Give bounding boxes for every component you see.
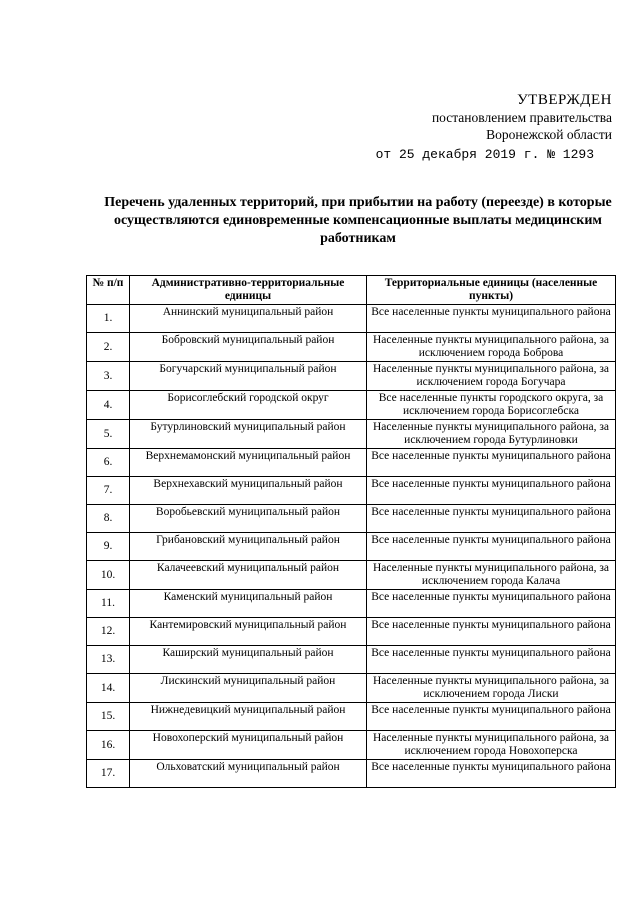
row-number: 14. — [87, 674, 130, 703]
table-row — [87, 590, 616, 618]
row-territorial-units: Все населенные пункты муниципального района — [367, 477, 616, 505]
row-territorial-units: Населенные пункты муниципального района, за исключением города Боброва — [367, 333, 616, 362]
row-number: 7. — [87, 477, 130, 505]
row-admin-unit: Бобровский муниципальный район — [130, 333, 367, 362]
row-territorial-units: Все населенные пункты городского округа, за исключением города Борисоглебска — [367, 391, 616, 420]
table-header-row — [87, 276, 616, 305]
row-number: 15. — [87, 703, 130, 731]
row-number: 13. — [87, 646, 130, 674]
row-admin-unit: Верхнехавский муниципальный район — [130, 477, 367, 505]
row-admin-unit: Нижнедевицкий муниципальный район — [130, 703, 367, 731]
row-number: 16. — [87, 731, 130, 760]
row-territorial-units: Населенные пункты муниципального района, за исключением города Новохоперска — [367, 731, 616, 760]
table-row — [87, 391, 616, 420]
table-row — [87, 731, 616, 760]
row-number: 2. — [87, 333, 130, 362]
table-row — [87, 420, 616, 449]
table-row — [87, 760, 616, 788]
row-territorial-units: Населенные пункты муниципального района, за исключением города Бутурлиновки — [367, 420, 616, 449]
table-row — [87, 505, 616, 533]
row-admin-unit: Новохоперский муниципальный район — [130, 731, 367, 760]
row-number: 5. — [87, 420, 130, 449]
row-admin-unit: Борисоглебский городской округ — [130, 391, 367, 420]
row-territorial-units: Населенные пункты муниципального района, за исключением города Лиски — [367, 674, 616, 703]
territories-table — [86, 275, 616, 788]
row-number: 1. — [87, 305, 130, 333]
row-number: 10. — [87, 561, 130, 590]
document-title: Перечень удаленных территорий, при прибытии на работу (переезде) в которые осуществляются единовременные компенсационные выплаты медицинским работникам — [104, 195, 612, 246]
row-territorial-units: Все населенные пункты муниципального района — [367, 533, 616, 561]
row-admin-unit: Лискинский муниципальный район — [130, 674, 367, 703]
approval-date: от 25 декабря 2019 г. № 1293 — [375, 147, 594, 162]
row-territorial-units: Все населенные пункты муниципального района — [367, 505, 616, 533]
approval-line-2: Воронежской области — [486, 127, 612, 142]
row-admin-unit: Богучарский муниципальный район — [130, 362, 367, 391]
table-row — [87, 533, 616, 561]
row-territorial-units: Все населенные пункты муниципального района — [367, 449, 616, 477]
row-admin-unit: Каменский муниципальный район — [130, 590, 367, 618]
table-row — [87, 703, 616, 731]
table-row — [87, 618, 616, 646]
table-row — [87, 561, 616, 590]
row-territorial-units: Все населенные пункты муниципального района — [367, 760, 616, 788]
table-row — [87, 477, 616, 505]
row-number: 17. — [87, 760, 130, 788]
table-row — [87, 333, 616, 362]
row-admin-unit: Грибановский муниципальный район — [130, 533, 367, 561]
row-territorial-units: Населенные пункты муниципального района, за исключением города Богучара — [367, 362, 616, 391]
header-territorial-units: Территориальные единицы (населенные пункты) — [367, 276, 616, 305]
row-admin-unit: Бутурлиновский муниципальный район — [130, 420, 367, 449]
row-number: 4. — [87, 391, 130, 420]
row-admin-unit: Каширский муниципальный район — [130, 646, 367, 674]
table-row — [87, 449, 616, 477]
table-row — [87, 646, 616, 674]
header-number: № п/п — [87, 276, 130, 305]
row-territorial-units: Все населенные пункты муниципального района — [367, 305, 616, 333]
table-row — [87, 674, 616, 703]
row-territorial-units: Все населенные пункты муниципального района — [367, 618, 616, 646]
row-territorial-units: Все населенные пункты муниципального района — [367, 590, 616, 618]
row-number: 8. — [87, 505, 130, 533]
row-admin-unit: Кантемировский муниципальный район — [130, 618, 367, 646]
row-territorial-units: Все населенные пункты муниципального района — [367, 703, 616, 731]
row-admin-unit: Калачеевский муниципальный район — [130, 561, 367, 590]
row-number: 6. — [87, 449, 130, 477]
row-admin-unit: Верхнемамонский муниципальный район — [130, 449, 367, 477]
row-number: 3. — [87, 362, 130, 391]
table-row — [87, 362, 616, 391]
row-number: 11. — [87, 590, 130, 618]
row-admin-unit: Воробьевский муниципальный район — [130, 505, 367, 533]
approval-title: УТВЕРЖДЕН — [517, 92, 612, 108]
row-territorial-units: Населенные пункты муниципального района, за исключением города Калача — [367, 561, 616, 590]
approval-line-1: постановлением правительства — [431, 110, 612, 125]
row-number: 12. — [87, 618, 130, 646]
row-number: 9. — [87, 533, 130, 561]
row-admin-unit: Ольховатский муниципальный район — [130, 760, 367, 788]
approval-block — [352, 92, 612, 163]
row-territorial-units: Все населенные пункты муниципального района — [367, 646, 616, 674]
table-row — [87, 305, 616, 333]
row-admin-unit: Аннинский муниципальный район — [130, 305, 367, 333]
header-admin-units: Административно-территориальные единицы — [130, 276, 367, 305]
